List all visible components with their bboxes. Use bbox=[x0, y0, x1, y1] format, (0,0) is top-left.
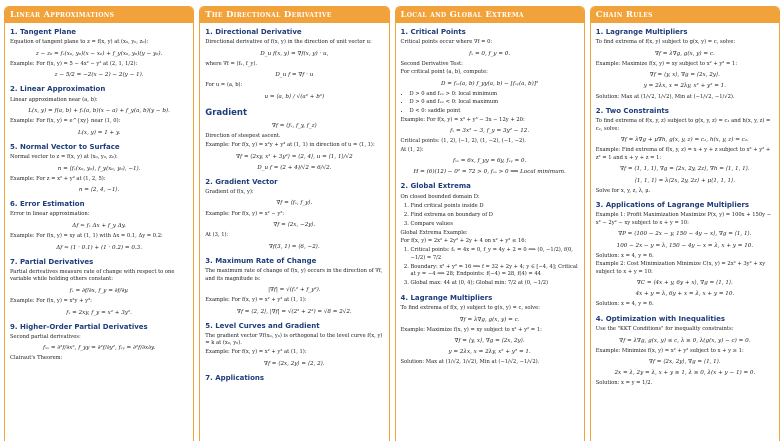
paragraph: Example: For f(x, y) = 5 − 4x² − y² at (2, 1, 1/2): bbox=[10, 60, 138, 67]
section-heading: 4. Optimization with Inequalities bbox=[595, 314, 726, 323]
section-heading: 5. Level Curves and Gradient bbox=[205, 321, 320, 330]
equation: ∇f = ⟨2x, 2y⟩ = ⟨2, 2⟩. bbox=[264, 360, 325, 367]
paragraph: Example: For f(x, y) = x²y + y³ at (1, 1) in direction of u = ⟨1, 1⟩: bbox=[205, 142, 375, 149]
equation: 100 − 2x − y = λ, 150 − 4y − x = λ, x + y = 10. bbox=[616, 242, 754, 249]
equation: ∇f = λ∇g, g(x, y) = c. bbox=[654, 50, 715, 57]
section-heading: 4. Lagrange Multipliers bbox=[400, 293, 493, 302]
section-heading: 3. Applications of Lagrange Multipliers bbox=[595, 201, 750, 210]
paragraph: Direction of steepest ascent. bbox=[205, 133, 281, 140]
paragraph: Example: For f(x, y) = x² + y² at (1, 1): bbox=[205, 297, 307, 304]
paragraph: Example: Find extrema of f(x, y, z) = x + y + z subject to x² + y² + z² = 1 and x + y + z = 1: bbox=[595, 147, 771, 161]
equation: n = ⟨2, 4, −1⟩. bbox=[78, 187, 120, 194]
paragraph: Solve for x, y, z, λ, μ. bbox=[595, 187, 651, 194]
paragraph: At (3, 1): bbox=[205, 232, 229, 239]
list-item: 2. Find extrema on boundary of D bbox=[411, 212, 579, 220]
paragraph: Solution: x = 4, y = 6. bbox=[595, 252, 654, 259]
paragraph: Example: For f(x, y) = x² + y² at (1, 1): bbox=[205, 348, 307, 355]
column-local-global-extrema bbox=[395, 6, 585, 441]
paragraph: Example: For z = x² + y² at (1, 2, 5): bbox=[10, 175, 106, 182]
paragraph: Example: For f(x, y) = x³ + y³ − 3x − 12y + 20: bbox=[400, 116, 525, 123]
section-heading: 6. Error Estimation bbox=[10, 200, 85, 209]
column-title: Chain Rules bbox=[591, 7, 779, 23]
paragraph: Second partial derivatives: bbox=[10, 333, 81, 340]
paragraph: Example 1: Profit Maximization Maximize P(x, y) = 100x + 150y − x² − 2y² − xy subject to x + y = 10: bbox=[595, 212, 772, 226]
equation: ∇f = ⟨2xy, x² + 3y²⟩ = ⟨2, 4⟩, u = ⟨1, 1⟩/√2 bbox=[236, 153, 353, 160]
list-item: 3. Global max: 44 at (0, 4); Global min: 7/2 at (0, −1/2) bbox=[411, 280, 579, 288]
paragraph: The maximum rate of change of f(x, y) occurs in the direction of ∇f, and its magnitude is: bbox=[205, 267, 383, 282]
equation: fₓ = ∂f/∂x, f_y = ∂f/∂y. bbox=[69, 287, 129, 294]
paragraph: To find extrema of f(x, y) subject to g(x, y) = c, solve: bbox=[595, 39, 736, 46]
equation: L(x, y) = f(a, b) + fₓ(a, b)(x − a) + f_y(a, b)(y − b). bbox=[28, 108, 170, 115]
section-heading: 2. Gradient Vector bbox=[205, 177, 278, 186]
equation: ∇f = λ∇g, g(x, y) = c. bbox=[459, 316, 520, 323]
section-heading: 1. Critical Points bbox=[400, 28, 466, 36]
paragraph: Solution: x = y = 1/2. bbox=[595, 380, 653, 387]
section-heading: 1. Directional Derivative bbox=[205, 28, 302, 36]
equation: ∇f = ⟨1, 1, 1⟩, ∇g = ⟨2x, 2y, 2z⟩, ∇h = ⟨1, 1, 1⟩. bbox=[620, 166, 750, 173]
equation: D = fₓₓ(a, b) f_yy(a, b) − [fₓᵧ(a, b)]² bbox=[440, 80, 539, 87]
equation: ∇f = ⟨y, x⟩, ∇g = ⟨2x, 2y⟩. bbox=[649, 72, 720, 79]
column-body bbox=[5, 23, 193, 364]
column-linear-approximations bbox=[4, 6, 194, 441]
paragraph: Example: For f(x, y) = x²y + y³: bbox=[10, 298, 92, 304]
paragraph: Use the "KKT Conditions" for inequality constraints: bbox=[595, 326, 734, 333]
equation: |∇f| = √(fₓ² + f_y²). bbox=[268, 287, 321, 294]
equation: Δf ≈ fₓ Δx + f_y Δy. bbox=[72, 222, 126, 229]
section-heading: 2. Global Extrema bbox=[400, 182, 471, 191]
equation: ∇f = ⟨2, 2⟩, |∇f| = √(2² + 2²) = √8 = 2√2. bbox=[237, 308, 352, 315]
section-heading: 5. Normal Vector to Surface bbox=[10, 142, 120, 151]
paragraph: Example: For f(x, y) = x² − y²: bbox=[205, 210, 285, 217]
section-heading: 1. Lagrange Multipliers bbox=[595, 28, 688, 36]
equation: u = ⟨a, b⟩ / √(a² + b²) bbox=[264, 93, 325, 100]
paragraph: Global Extrema Example: bbox=[400, 229, 468, 236]
equation: D_u f(x, y) = ∇f(x, y) · u, bbox=[260, 50, 329, 57]
paragraph: Solution: Max at (1/√2, 1/√2), Min at (−1/√2, −1/√2). bbox=[400, 359, 540, 366]
equation: fₓₓ = 6x, f_yy = 6y, fₓᵧ = 0. bbox=[452, 158, 527, 165]
equation: D_u f = ∇f · u bbox=[275, 72, 314, 79]
paragraph: Example: For f(x, y) = e^{xy} near (1, 0): bbox=[10, 118, 121, 125]
paragraph: On closed bounded domain D: bbox=[400, 193, 480, 200]
equation: 2x = λ, 2y = λ, x + y ≥ 1, λ ≥ 0, λ(x + y − 1) = 0. bbox=[614, 370, 756, 377]
paragraph: Second Derivative Test: bbox=[400, 60, 463, 67]
paragraph: where ∇f = ⟨fₓ, f_y⟩. bbox=[205, 60, 258, 67]
paragraph: Gradient of f(x, y): bbox=[205, 188, 254, 195]
paragraph: The gradient vector ∇f(x₀, y₀) is orthogonal to the level curve f(x, y) = k at (x₀, y₀). bbox=[205, 332, 383, 347]
section-heading: 1. Tangent Plane bbox=[10, 28, 77, 36]
paragraph: Equation of tangent plane to z = f(x, y) at (x₀, y₀, z₀): bbox=[10, 39, 149, 46]
equation: H = (6)(12) − 0² = 72 > 0, fₓₓ > 0 ⟹ Local minimum. bbox=[413, 169, 566, 176]
equation: fₓ = 3x² − 3, f_y = 3y² − 12. bbox=[450, 128, 530, 135]
equation: n = ⟨fₓ(x₀, y₀), f_y(x₀, y₀), −1⟩. bbox=[57, 165, 141, 172]
equation: ∇P = ⟨100 − 2x − y, 150 − 4y − x⟩, ∇g = ⟨1, 1⟩. bbox=[618, 231, 752, 238]
numbered-list bbox=[401, 247, 579, 288]
paragraph: Example: Maximize f(x, y) = xy subject to x² + y² = 1: bbox=[400, 326, 542, 333]
paragraph: Clairaut's Theorem: bbox=[10, 355, 63, 362]
column-directional-derivative bbox=[199, 6, 389, 441]
list-item: • D > 0 and fₓₓ > 0: local minimum bbox=[410, 91, 579, 99]
column-chain-rules bbox=[590, 6, 780, 441]
paragraph: For u = ⟨a, b⟩: bbox=[205, 82, 243, 89]
equation: ∇f = ⟨2x, −2y⟩. bbox=[273, 222, 316, 229]
equation: y = 2λx, x = 2λy, x² + y² = 1. bbox=[448, 349, 531, 356]
paragraph: Solution: Max at (1/√2, 1/√2), Min at (−1/√2, −1/√2). bbox=[595, 93, 735, 100]
paragraph: Partial derivatives measure rate of change with respect to one variable while holding others constant: bbox=[10, 268, 175, 283]
equation: z − 5/2 = −2(x − 2) − 2(y − 1). bbox=[54, 72, 144, 79]
equation: ∇f = ⟨2x, 2y⟩, ∇g = ⟨1, 1⟩. bbox=[649, 359, 721, 366]
equation: L(x, y) = 1 + y. bbox=[78, 129, 121, 136]
paragraph: Critical points: (1, 2), (−1, 2), (1, −2), (−1, −2). bbox=[400, 138, 526, 145]
equation: z − z₀ = fₓ(x₀, y₀)(x − x₀) + f_y(x₀, y₀)(y − y₀). bbox=[35, 50, 163, 57]
paragraph: To find extrema of f(x, y) subject to g(x, y) = c, solve: bbox=[400, 305, 540, 312]
equation: ∇f = ⟨fₓ, f_y⟩. bbox=[276, 200, 313, 207]
paragraph: Critical points occur where ∇f = 0: bbox=[400, 39, 493, 46]
paragraph: Example: Maximize f(x, y) = xy subject to x² + y² = 1: bbox=[595, 60, 738, 67]
paragraph: Linear approximation near (a, b): bbox=[10, 96, 98, 103]
paragraph: Example: Minimize f(x, y) = x² + y² subject to x + y ≥ 1: bbox=[595, 347, 744, 354]
section-heading: 7. Applications bbox=[205, 373, 265, 382]
section-heading: 2. Two Constraints bbox=[595, 107, 669, 116]
list-item: 2. Boundary: x² + y² = 16 ⟹ f = 32 + 2y + 4; y ∈ [−4, 4]; Critical at y = −4 ⟹ 28; Endpoints: f(−4) = 28, f(4) = 44 bbox=[411, 264, 579, 279]
equation: ∇f = ⟨y, x⟩, ∇g = ⟨2x, 2y⟩. bbox=[454, 338, 525, 345]
bullet-list bbox=[401, 91, 579, 116]
equation: D_u f = (2 + 4)/√2 = 6/√2. bbox=[257, 164, 332, 171]
paragraph: Normal vector to z = f(x, y) at (x₀, y₀, z₀): bbox=[10, 153, 118, 160]
paragraph: Solution: x = 4, y = 6. bbox=[595, 301, 654, 308]
equation: fₓ = 2xy, f_y = x² + 3y². bbox=[66, 309, 132, 316]
numbered-list bbox=[401, 203, 579, 229]
column-body bbox=[200, 23, 388, 385]
list-item: 1. Critical points: fₓ = 4x = 0, f_y = 4y + 2 = 0 ⟹ (0, −1/2), f(0, −1/2) = 7/2 bbox=[411, 247, 579, 262]
list-item: • D < 0: saddle point bbox=[410, 108, 579, 116]
section-heading: 7. Partial Derivatives bbox=[10, 257, 94, 266]
section-heading: 3. Maximum Rate of Change bbox=[205, 256, 317, 265]
subsection-heading: Gradient bbox=[205, 108, 248, 119]
equation: Δf ≈ (1 · 0.1) + (1 · 0.2) = 0.3. bbox=[56, 244, 143, 251]
equation: ⟨1, 1, 1⟩ = λ⟨2x, 2y, 2z⟩ + μ⟨1, 1, 1⟩. bbox=[634, 177, 736, 184]
equation: ∇f = ⟨fₓ, f_y, f_z⟩ bbox=[271, 123, 317, 130]
paragraph: Example 2: Cost Minimization Minimize C(x, y) = 2x² + 3y² + xy subject to x + y = 10: bbox=[595, 261, 766, 275]
equation: ∇f = λ∇g + μ∇h, g(x, y, z) = c₁, h(x, y, z) = c₂. bbox=[620, 137, 749, 144]
equation: fₓ = 0, f_y = 0. bbox=[469, 50, 511, 57]
section-heading: 9. Higher-Order Partial Derivatives bbox=[10, 322, 148, 331]
equation: ∇f = λ∇g, g(x, y) ≤ c, λ ≥ 0, λ(g(x, y) − c) = 0. bbox=[619, 337, 751, 344]
equation: 4x + y = λ, 6y + x = λ, x + y = 10. bbox=[635, 291, 735, 298]
section-heading: 2. Linear Approximation bbox=[10, 85, 106, 94]
list-item: 3. Compare values bbox=[411, 221, 579, 229]
equation: y = 2λx, x = 2λy, x² + y² = 1. bbox=[643, 83, 727, 90]
paragraph: To find extrema of f(x, y, z) subject to g(x, y, z) = c₁ and h(x, y, z) = c₂, solve: bbox=[595, 118, 771, 132]
column-title: Local and Global Extrema bbox=[396, 7, 584, 23]
equation: ∇f(3, 1) = ⟨6, −2⟩. bbox=[268, 243, 320, 250]
paragraph: For f(x, y) = 2x² + 2y² + 2y + 4 on x² + y² ≤ 16: bbox=[400, 238, 527, 245]
paragraph: At (1, 2): bbox=[400, 146, 424, 153]
column-title: Linear Approximations bbox=[5, 7, 193, 23]
column-body bbox=[396, 23, 584, 368]
column-title: The Directional Derivative bbox=[200, 7, 388, 23]
column-body bbox=[591, 23, 779, 389]
list-item: 1. Find critical points inside D bbox=[411, 203, 579, 211]
paragraph: Error in linear approximation: bbox=[10, 211, 90, 218]
equation: fₓₓ = ∂²f/∂x², f_yy = ∂²f/∂y², fₓᵧ = ∂²f/∂x∂y. bbox=[43, 345, 156, 352]
list-item: • D > 0 and fₓₓ < 0: local maximum bbox=[410, 99, 579, 107]
equation: ∇C = ⟨4x + y, 6y + x⟩, ∇g = ⟨1, 1⟩. bbox=[636, 280, 733, 287]
paragraph: Directional derivative of f(x, y) in the direction of unit vector u: bbox=[205, 39, 372, 46]
paragraph: Example: For f(x, y) = xy at (1, 1) with Δx = 0.1, Δy = 0.2: bbox=[10, 233, 163, 240]
paragraph: For critical point (a, b), compute: bbox=[400, 69, 488, 76]
